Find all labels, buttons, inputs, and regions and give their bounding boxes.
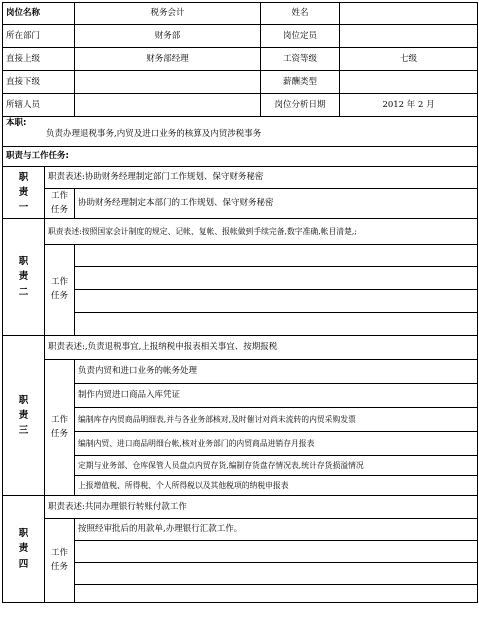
task-item: 按照经审批后的用款单,办理银行汇款工作。 xyxy=(75,519,478,541)
duty-title: 职 责 四 xyxy=(3,496,45,603)
duty-task-row xyxy=(3,519,478,541)
duty-statement-row xyxy=(3,336,478,360)
header-value xyxy=(340,25,478,48)
task-item: 制作内贸进口商品入库凭证 xyxy=(75,384,478,408)
duty-task-row xyxy=(3,585,478,603)
task-item xyxy=(75,313,478,336)
section-title: 职责与工作任务: xyxy=(3,147,478,167)
header-label: 所辖人员 xyxy=(3,94,75,117)
duty-task-row xyxy=(3,541,478,563)
duty-statement-row xyxy=(3,167,478,189)
duty-title: 职 责 三 xyxy=(3,336,45,496)
job-description-table xyxy=(2,2,478,603)
header-label: 直接上级 xyxy=(3,48,75,71)
duty-statement-row xyxy=(3,496,478,519)
main-duty-row xyxy=(3,117,478,147)
task-label: 工作 任务 xyxy=(45,189,75,219)
task-label: 工作 任务 xyxy=(45,519,75,603)
duty-title: 职 责 二 xyxy=(3,219,45,336)
duty-statement: 职责表述:按照国家会计制度的规定、记帐、复帐、报帐做到手续完备,数字准确,帐目清楚,; xyxy=(45,219,478,245)
duty-task-row xyxy=(3,563,478,585)
header-row xyxy=(3,71,478,94)
duty-task-row xyxy=(3,408,478,432)
header-label: 工资等级 xyxy=(261,48,340,71)
duty-statement-row xyxy=(3,219,478,245)
header-label: 岗位分析日期 xyxy=(261,94,340,117)
duty-task-row xyxy=(3,290,478,313)
main-duty-label: 本职: xyxy=(6,118,27,128)
header-value: 七级 xyxy=(340,48,478,71)
task-item xyxy=(75,563,478,585)
task-item: 协助财务经理制定本部门的工作规划、保守财务秘密 xyxy=(75,189,478,219)
main-duty-cell xyxy=(3,117,478,147)
task-item: 定期与业务部、仓库保管人员盘点内贸存货,编制存货盘存情况表,统计存货损溢情况 xyxy=(75,456,478,476)
task-item xyxy=(75,245,478,267)
header-value xyxy=(75,94,261,117)
task-item: 编制库存内贸商品明细表,并与各业务部核对,及时催讨对尚未流转的内贸采购发票 xyxy=(75,408,478,432)
header-row xyxy=(3,3,478,25)
duty-task-row xyxy=(3,432,478,456)
duty-statement: 职责表述:协助财务经理制定部门工作规划、保守财务秘密 xyxy=(45,167,478,189)
header-label: 直接下级 xyxy=(3,71,75,94)
task-item xyxy=(75,290,478,313)
header-value: 2012 年 2 月 xyxy=(340,94,478,117)
duty-task-row xyxy=(3,456,478,476)
duty-task-row xyxy=(3,360,478,384)
header-label: 岗位定员 xyxy=(261,25,340,48)
duty-statement: 职责表述:,负责退税事宜,上报纳税申报表相关事宜、按期报税 xyxy=(45,336,478,360)
header-value: 财务部 xyxy=(75,25,261,48)
duty-task-row xyxy=(3,313,478,336)
task-label: 工作 任务 xyxy=(45,245,75,336)
section-title-row xyxy=(3,147,478,167)
task-item xyxy=(75,541,478,563)
duty-task-row xyxy=(3,267,478,290)
task-item: 负责内贸和进口业务的帐务处理 xyxy=(75,360,478,384)
main-duty-text: 负责办理退税事务,内贸及进口业务的核算及内贸涉税事务 xyxy=(46,128,262,139)
header-row xyxy=(3,94,478,117)
header-label: 薪酬类型 xyxy=(261,71,340,94)
duty-task-row xyxy=(3,245,478,267)
header-label: 所在部门 xyxy=(3,25,75,48)
header-row xyxy=(3,48,478,71)
header-value xyxy=(75,71,261,94)
duty-task-row xyxy=(3,476,478,496)
duty-task-row xyxy=(3,189,478,219)
header-row xyxy=(3,25,478,48)
task-item xyxy=(75,267,478,290)
header-label: 姓名 xyxy=(261,3,340,25)
header-label: 岗位名称 xyxy=(3,3,75,25)
task-item: 编制内贸、进口商品明细台帐,核对业务部门的内贸商品进销存月报表 xyxy=(75,432,478,456)
duty-statement: 职责表述:共同办理银行转账付款工作 xyxy=(45,496,478,519)
header-value xyxy=(340,71,478,94)
header-value: 财务部经理 xyxy=(75,48,261,71)
duty-title: 职 责 一 xyxy=(3,167,45,219)
header-value: 税务会计 xyxy=(75,3,261,25)
duty-task-row xyxy=(3,384,478,408)
task-item xyxy=(75,585,478,603)
task-item: 上报增值税、所得税、个人所得税以及其他税项的纳税申报表 xyxy=(75,476,478,496)
task-label: 工作 任务 xyxy=(45,360,75,496)
header-value xyxy=(340,3,478,25)
